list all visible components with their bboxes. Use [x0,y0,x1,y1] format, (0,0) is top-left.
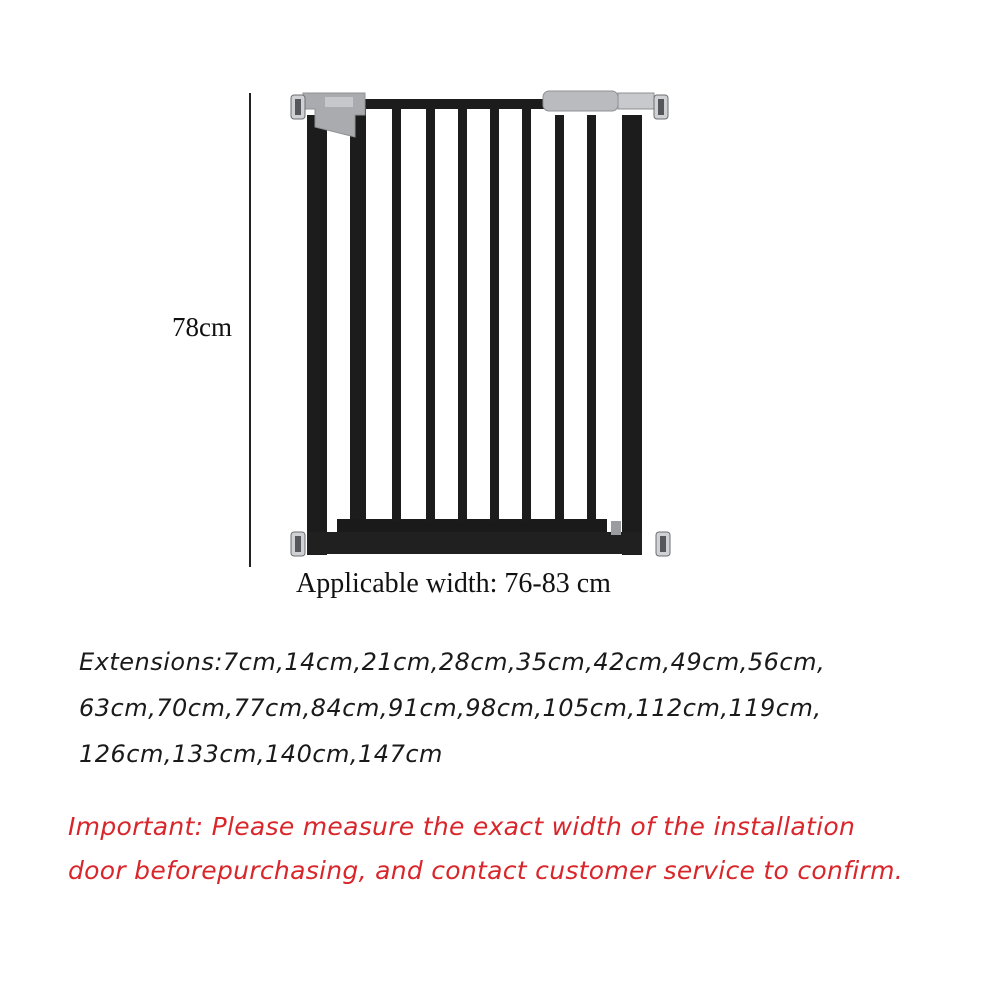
right-post [622,115,642,555]
tension-knob-bottom-right [656,532,670,556]
gate-bars [392,109,596,521]
left-post [307,115,327,555]
extensions-line-2: 63cm,70cm,77cm,84cm,91cm,98cm,105cm,112cm,119cm, [79,694,822,722]
extensions-line-1: Extensions:7cm,14cm,21cm,28cm,35cm,42cm,49cm,56cm, [79,648,826,676]
width-label: Applicable width: 76-83 cm [296,568,611,599]
important-notice-line-1: Important: Please measure the exact width of the installation [68,812,856,841]
door-bottom-rail [337,519,607,532]
base-bar [307,532,642,554]
door-left-stile [350,99,366,532]
tension-knob-top-right [654,95,668,119]
safety-gate-illustration [285,85,685,565]
important-notice-line-2: door beforepurchasing, and contact customer service to confirm. [68,856,903,885]
latch-housing [543,91,618,111]
tension-knob-bottom-left [291,532,305,556]
top-rail [360,99,555,109]
height-label: 78cm [172,312,232,342]
height-dimension-line [249,93,251,567]
tension-knob-top-left [291,95,305,119]
extensions-line-3: 126cm,133cm,140cm,147cm [79,740,443,768]
bottom-latch [611,521,621,535]
